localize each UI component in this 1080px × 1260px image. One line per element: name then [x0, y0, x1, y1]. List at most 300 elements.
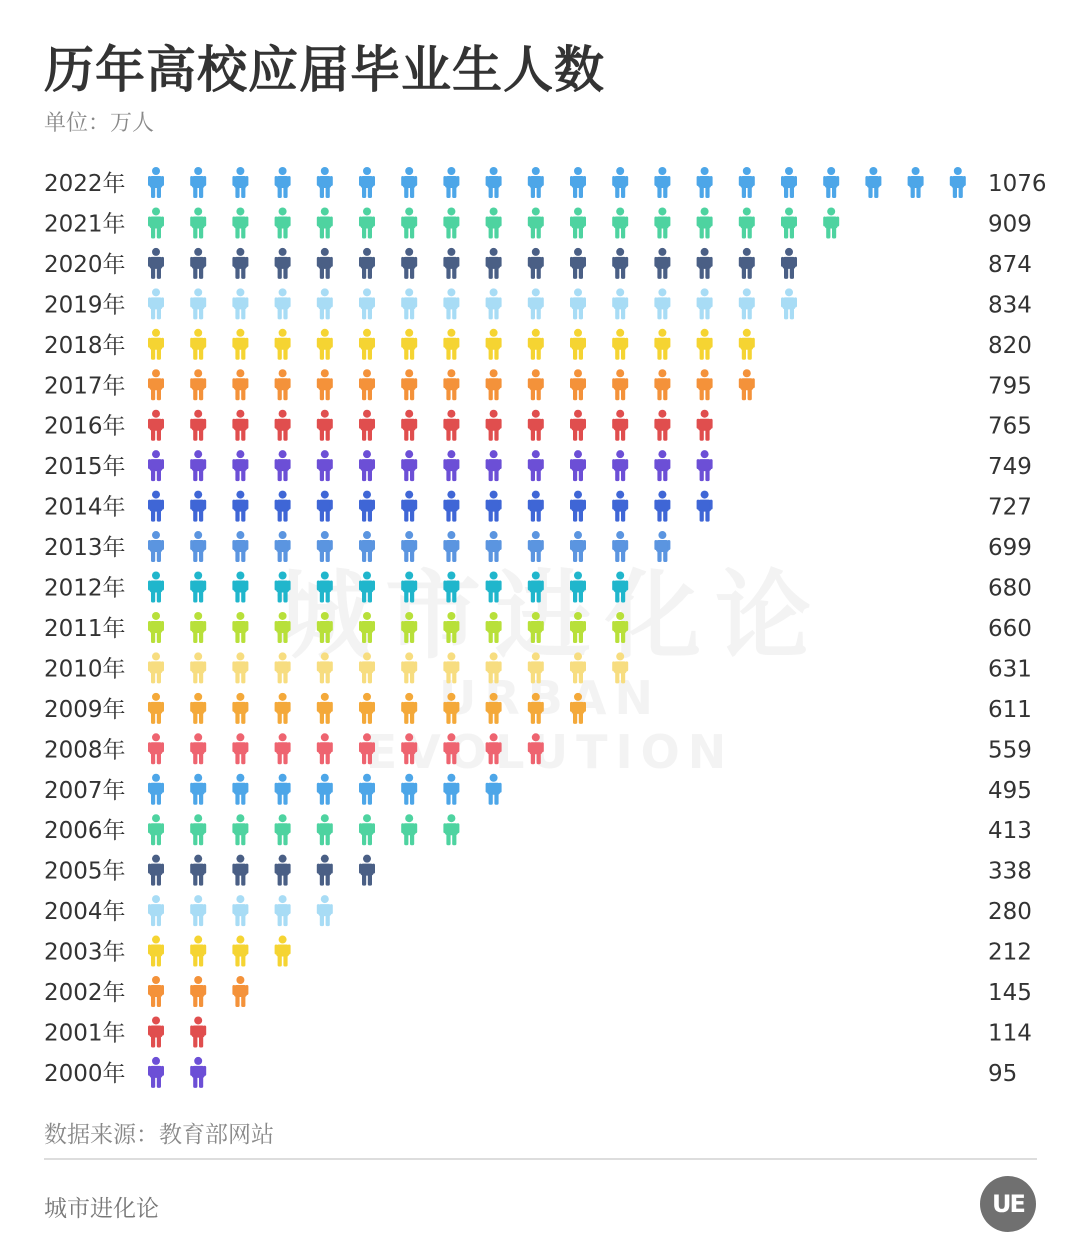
person-icon — [697, 369, 713, 400]
year-label: 2007年 — [44, 777, 126, 804]
person-icon — [232, 895, 248, 926]
person-icon — [612, 652, 628, 683]
year-label: 2004年 — [44, 899, 126, 926]
person-icon — [823, 167, 839, 198]
person-icon — [148, 814, 164, 845]
person-icon — [148, 248, 164, 279]
person-icon — [275, 733, 291, 764]
person-icon — [697, 167, 713, 198]
person-icon — [317, 288, 333, 319]
person-icon — [232, 612, 248, 643]
person-icon — [528, 288, 544, 319]
person-icon — [275, 167, 291, 198]
person-icon — [148, 693, 164, 724]
person-icon — [275, 895, 291, 926]
person-icon — [190, 936, 206, 967]
value-label: 909 — [988, 211, 1032, 238]
year-label: 2010年 — [44, 656, 126, 683]
person-icon — [190, 1057, 206, 1088]
source-label: 数据来源：教育部网站 — [44, 1122, 274, 1148]
person-icon — [317, 814, 333, 845]
person-icon — [739, 167, 755, 198]
person-icon — [190, 207, 206, 238]
person-icon — [232, 774, 248, 805]
value-label: 834 — [988, 292, 1032, 319]
person-icon — [232, 976, 248, 1007]
person-icon — [950, 167, 966, 198]
person-icon — [317, 167, 333, 198]
person-icon — [275, 531, 291, 562]
person-icon — [148, 450, 164, 481]
person-icon — [570, 248, 586, 279]
person-icon — [190, 652, 206, 683]
person-icon — [359, 369, 375, 400]
year-label: 2012年 — [44, 575, 126, 602]
person-icon — [443, 450, 459, 481]
person-icon — [697, 288, 713, 319]
chart-row — [44, 733, 1032, 764]
person-icon — [570, 410, 586, 441]
person-icon — [401, 248, 417, 279]
person-icon — [401, 693, 417, 724]
person-icon — [148, 652, 164, 683]
person-icon — [823, 207, 839, 238]
person-icon — [401, 572, 417, 603]
person-icon — [275, 814, 291, 845]
chart-row — [44, 491, 1032, 522]
person-icon — [232, 410, 248, 441]
person-icon — [654, 248, 670, 279]
value-label: 280 — [988, 899, 1032, 926]
person-icon — [528, 329, 544, 360]
person-icon — [486, 652, 502, 683]
person-icon — [148, 855, 164, 886]
value-label: 114 — [988, 1020, 1032, 1047]
person-icon — [275, 572, 291, 603]
person-icon — [359, 531, 375, 562]
person-icon — [275, 248, 291, 279]
person-icon — [528, 491, 544, 522]
person-icon — [148, 572, 164, 603]
chart-row — [44, 652, 1032, 683]
person-icon — [528, 652, 544, 683]
person-icon — [486, 288, 502, 319]
person-icon — [148, 1057, 164, 1088]
person-icon — [401, 329, 417, 360]
person-icon — [443, 329, 459, 360]
person-icon — [148, 491, 164, 522]
person-icon — [612, 572, 628, 603]
unit-label: 单位：万人 — [44, 111, 155, 136]
person-icon — [232, 531, 248, 562]
person-icon — [232, 288, 248, 319]
year-label: 2017年 — [44, 373, 126, 400]
value-label: 413 — [988, 818, 1032, 845]
person-icon — [570, 288, 586, 319]
person-icon — [190, 288, 206, 319]
person-icon — [232, 491, 248, 522]
person-icon — [612, 248, 628, 279]
chart-row — [44, 167, 1047, 198]
person-icon — [528, 248, 544, 279]
person-icon — [190, 814, 206, 845]
person-icon — [359, 814, 375, 845]
chart-row — [44, 450, 1032, 481]
person-icon — [401, 369, 417, 400]
year-label: 2001年 — [44, 1020, 126, 1047]
value-label: 145 — [988, 980, 1032, 1006]
person-icon — [612, 450, 628, 481]
chart-title: 历年高校应届毕业生人数 — [44, 41, 605, 99]
person-icon — [232, 693, 248, 724]
person-icon — [570, 329, 586, 360]
person-icon — [148, 369, 164, 400]
person-icon — [359, 572, 375, 603]
person-icon — [190, 572, 206, 603]
person-icon — [275, 855, 291, 886]
chart-row — [44, 1057, 1017, 1088]
person-icon — [148, 976, 164, 1007]
person-icon — [781, 248, 797, 279]
chart-row — [44, 693, 1032, 724]
person-icon — [486, 369, 502, 400]
person-icon — [443, 572, 459, 603]
person-icon — [275, 774, 291, 805]
person-icon — [232, 814, 248, 845]
person-icon — [739, 248, 755, 279]
value-label: 765 — [988, 413, 1032, 440]
person-icon — [486, 410, 502, 441]
value-label: 338 — [988, 858, 1032, 885]
person-icon — [190, 1016, 206, 1047]
person-icon — [275, 936, 291, 967]
person-icon — [781, 167, 797, 198]
person-icon — [739, 288, 755, 319]
person-icon — [275, 288, 291, 319]
person-icon — [275, 693, 291, 724]
person-icon — [570, 652, 586, 683]
person-icon — [190, 976, 206, 1007]
person-icon — [486, 572, 502, 603]
chart-row — [44, 572, 1032, 603]
value-label: 699 — [988, 535, 1032, 562]
person-icon — [570, 572, 586, 603]
person-icon — [443, 693, 459, 724]
chart-row — [44, 288, 1032, 319]
person-icon — [317, 572, 333, 603]
person-icon — [359, 410, 375, 441]
person-icon — [570, 167, 586, 198]
person-icon — [570, 531, 586, 562]
person-icon — [401, 167, 417, 198]
value-label: 680 — [988, 575, 1032, 602]
person-icon — [148, 329, 164, 360]
person-icon — [232, 855, 248, 886]
value-label: 795 — [988, 373, 1032, 400]
person-icon — [401, 531, 417, 562]
person-icon — [190, 369, 206, 400]
person-icon — [697, 450, 713, 481]
person-icon — [654, 207, 670, 238]
value-label: 1076 — [988, 171, 1047, 197]
person-icon — [528, 572, 544, 603]
person-icon — [190, 895, 206, 926]
person-icon — [654, 491, 670, 522]
year-label: 2003年 — [44, 939, 126, 966]
person-icon — [654, 167, 670, 198]
person-icon — [148, 936, 164, 967]
watermark-en: URBAN EVOLUTION — [365, 671, 735, 779]
person-icon — [190, 410, 206, 441]
person-icon — [359, 693, 375, 724]
person-icon — [232, 167, 248, 198]
person-icon — [317, 774, 333, 805]
person-icon — [232, 652, 248, 683]
person-icon — [232, 450, 248, 481]
person-icon — [317, 248, 333, 279]
value-label: 212 — [988, 939, 1032, 966]
person-icon — [697, 491, 713, 522]
year-label: 2000年 — [44, 1060, 126, 1087]
person-icon — [486, 167, 502, 198]
person-icon — [190, 531, 206, 562]
person-icon — [401, 288, 417, 319]
value-label: 820 — [988, 332, 1032, 359]
person-icon — [486, 693, 502, 724]
person-icon — [528, 207, 544, 238]
person-icon — [317, 450, 333, 481]
chart-row — [44, 612, 1032, 643]
person-icon — [697, 248, 713, 279]
person-icon — [570, 369, 586, 400]
person-icon — [359, 855, 375, 886]
year-label: 2006年 — [44, 818, 126, 845]
person-icon — [148, 895, 164, 926]
person-icon — [317, 733, 333, 764]
chart-row — [44, 895, 1032, 926]
person-icon — [612, 612, 628, 643]
person-icon — [443, 167, 459, 198]
person-icon — [654, 531, 670, 562]
person-icon — [486, 329, 502, 360]
person-icon — [908, 167, 924, 198]
person-icon — [190, 329, 206, 360]
person-icon — [486, 491, 502, 522]
person-icon — [443, 814, 459, 845]
person-icon — [401, 410, 417, 441]
person-icon — [486, 248, 502, 279]
person-icon — [317, 693, 333, 724]
person-icon — [148, 288, 164, 319]
chart-row — [44, 369, 1032, 400]
person-icon — [697, 329, 713, 360]
chart-row — [44, 248, 1032, 279]
person-icon — [190, 733, 206, 764]
person-icon — [190, 612, 206, 643]
brand-label: 城市进化论 — [44, 1196, 159, 1222]
chart-row — [44, 329, 1032, 360]
value-label: 559 — [988, 737, 1032, 764]
person-icon — [612, 531, 628, 562]
person-icon — [528, 410, 544, 441]
year-label: 2018年 — [44, 332, 126, 359]
person-icon — [654, 288, 670, 319]
person-icon — [359, 450, 375, 481]
year-label: 2022年 — [44, 171, 126, 197]
person-icon — [148, 167, 164, 198]
year-label: 2011年 — [44, 615, 126, 642]
person-icon — [401, 612, 417, 643]
person-icon — [317, 410, 333, 441]
person-icon — [148, 612, 164, 643]
person-icon — [443, 733, 459, 764]
person-icon — [317, 491, 333, 522]
person-icon — [401, 207, 417, 238]
person-icon — [612, 329, 628, 360]
person-icon — [275, 652, 291, 683]
watermark-cn: 城市进化论 — [275, 560, 825, 672]
person-icon — [443, 612, 459, 643]
value-label: 631 — [988, 656, 1032, 683]
chart-row — [44, 936, 1032, 967]
value-label: 749 — [988, 454, 1032, 481]
person-icon — [697, 410, 713, 441]
value-label: 495 — [988, 777, 1032, 804]
person-icon — [865, 167, 881, 198]
chart-row — [44, 531, 1032, 562]
person-icon — [612, 288, 628, 319]
person-icon — [486, 531, 502, 562]
person-icon — [401, 814, 417, 845]
year-label: 2005年 — [44, 858, 126, 885]
brand-logo: UE — [980, 1176, 1036, 1232]
person-icon — [528, 450, 544, 481]
person-icon — [781, 207, 797, 238]
person-icon — [190, 774, 206, 805]
person-icon — [275, 450, 291, 481]
person-icon — [190, 167, 206, 198]
year-label: 2002年 — [44, 980, 126, 1006]
person-icon — [443, 369, 459, 400]
person-icon — [232, 207, 248, 238]
chart-row — [44, 976, 1032, 1007]
person-icon — [528, 733, 544, 764]
value-label: 874 — [988, 251, 1032, 278]
value-label: 660 — [988, 615, 1032, 642]
person-icon — [443, 410, 459, 441]
person-icon — [486, 450, 502, 481]
person-icon — [781, 288, 797, 319]
person-icon — [612, 410, 628, 441]
person-icon — [739, 329, 755, 360]
person-icon — [486, 612, 502, 643]
person-icon — [232, 248, 248, 279]
person-icon — [528, 612, 544, 643]
person-icon — [232, 369, 248, 400]
person-icon — [570, 450, 586, 481]
person-icon — [232, 733, 248, 764]
chart-row — [44, 855, 1032, 886]
person-icon — [359, 207, 375, 238]
value-label: 95 — [988, 1060, 1018, 1087]
footer-divider — [44, 1158, 1037, 1160]
person-icon — [359, 612, 375, 643]
person-icon — [317, 855, 333, 886]
year-label: 2016年 — [44, 413, 126, 440]
person-icon — [443, 491, 459, 522]
person-icon — [443, 207, 459, 238]
person-icon — [190, 855, 206, 886]
person-icon — [443, 774, 459, 805]
chart-row — [44, 410, 1032, 441]
year-label: 2020年 — [44, 251, 126, 278]
year-label: 2008年 — [44, 737, 126, 764]
person-icon — [232, 329, 248, 360]
person-icon — [401, 491, 417, 522]
person-icon — [739, 207, 755, 238]
person-icon — [486, 207, 502, 238]
person-icon — [359, 288, 375, 319]
person-icon — [148, 207, 164, 238]
person-icon — [443, 531, 459, 562]
chart-row — [44, 207, 1032, 238]
year-label: 2009年 — [44, 696, 126, 723]
person-icon — [148, 1016, 164, 1047]
person-icon — [317, 531, 333, 562]
value-label: 727 — [988, 494, 1032, 521]
person-icon — [612, 167, 628, 198]
person-icon — [528, 693, 544, 724]
person-icon — [317, 612, 333, 643]
year-label: 2019年 — [44, 292, 126, 319]
person-icon — [359, 491, 375, 522]
year-label: 2014年 — [44, 494, 126, 521]
person-icon — [232, 936, 248, 967]
chart-row — [44, 814, 1032, 845]
person-icon — [190, 491, 206, 522]
person-icon — [570, 693, 586, 724]
person-icon — [359, 652, 375, 683]
person-icon — [190, 248, 206, 279]
person-icon — [275, 612, 291, 643]
person-icon — [275, 491, 291, 522]
person-icon — [275, 369, 291, 400]
person-icon — [697, 207, 713, 238]
person-icon — [654, 369, 670, 400]
person-icon — [190, 693, 206, 724]
person-icon — [148, 733, 164, 764]
person-icon — [612, 491, 628, 522]
person-icon — [317, 895, 333, 926]
person-icon — [443, 288, 459, 319]
chart-row — [44, 1016, 1032, 1047]
person-icon — [359, 248, 375, 279]
year-label: 2015年 — [44, 454, 126, 481]
person-icon — [190, 450, 206, 481]
person-icon — [148, 410, 164, 441]
person-icon — [739, 369, 755, 400]
person-icon — [232, 572, 248, 603]
person-icon — [612, 207, 628, 238]
person-icon — [486, 733, 502, 764]
year-label: 2013年 — [44, 535, 126, 562]
person-icon — [275, 207, 291, 238]
person-icon — [654, 329, 670, 360]
person-icon — [317, 329, 333, 360]
person-icon — [359, 329, 375, 360]
person-icon — [317, 652, 333, 683]
person-icon — [654, 450, 670, 481]
